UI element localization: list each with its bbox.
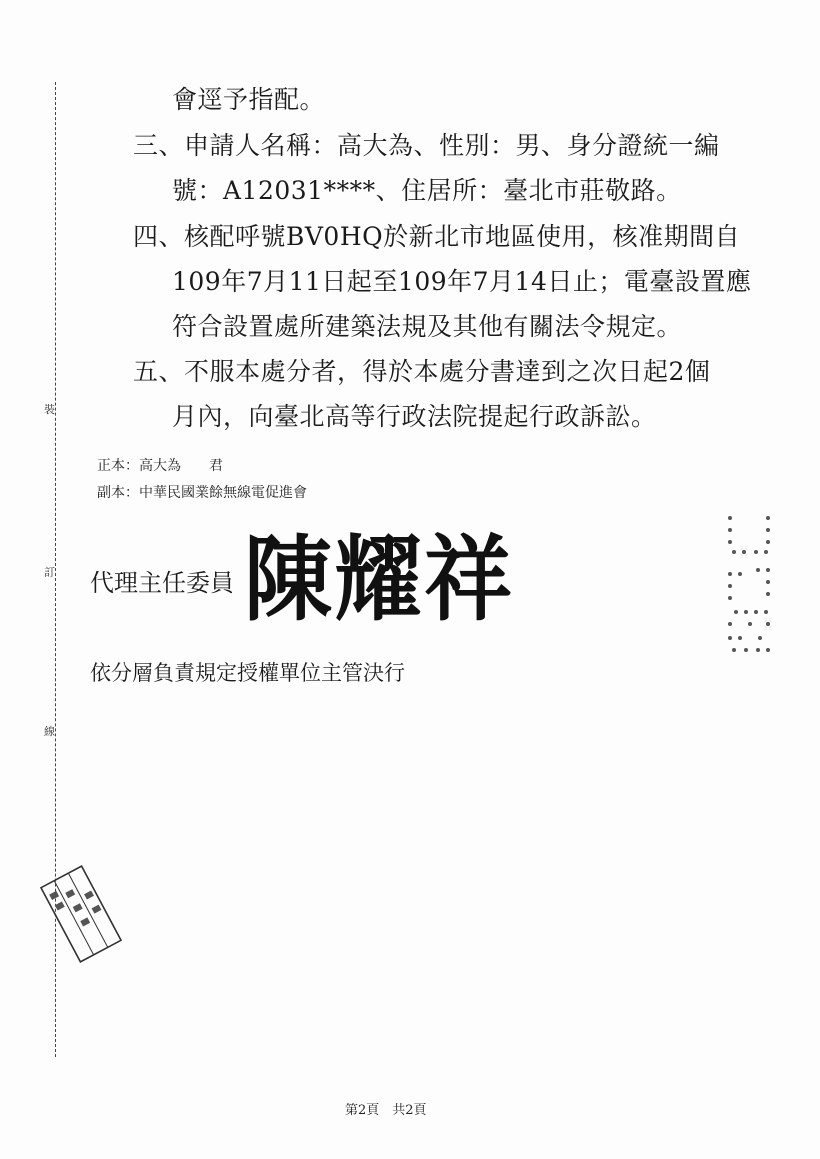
page-number: 第2頁 共2頁 <box>345 1103 427 1118</box>
item-5-line-2: 月內，向臺北高等行政法院提起行政訴訟。 <box>172 402 657 431</box>
item-4-line-2: 109年7月11日起至109年7月14日止；電臺設置應 <box>172 267 752 296</box>
signatory-title: 代理主任委員 <box>90 569 234 597</box>
copy-recipient: 副本：中華民國業餘無線電促進會 <box>97 485 307 501</box>
item-4-line-3: 符合設置處所建築法規及其他有關法令規定。 <box>172 312 683 341</box>
item-4-line-1: 四、核配呼號BV0HQ於新北市地區使用，核准期間自 <box>133 222 741 251</box>
original-recipient: 正本：高大為 君 <box>97 458 223 474</box>
binding-char-zhuang: 裝 <box>44 403 55 416</box>
body-line-1: 會逕予指配。 <box>172 85 326 114</box>
signatory-name-seal: 陳耀祥 <box>244 525 515 634</box>
binding-char-xian: 線 <box>44 725 55 738</box>
item-3-line-2: 號：A12031****、住居所：臺北市莊敬路。 <box>172 176 682 205</box>
review-stamp <box>40 858 122 970</box>
item-3-line-1: 三、申請人名稱：高大為、性別：男、身分證統一編 <box>133 131 720 160</box>
item-5-line-1: 五、不服本處分者，得於本處分書達到之次日起2個 <box>133 357 711 386</box>
binding-char-ding: 訂 <box>44 566 55 579</box>
perforation-marks <box>720 512 780 662</box>
authorization-note: 依分層負責規定授權單位主管決行 <box>90 661 405 685</box>
